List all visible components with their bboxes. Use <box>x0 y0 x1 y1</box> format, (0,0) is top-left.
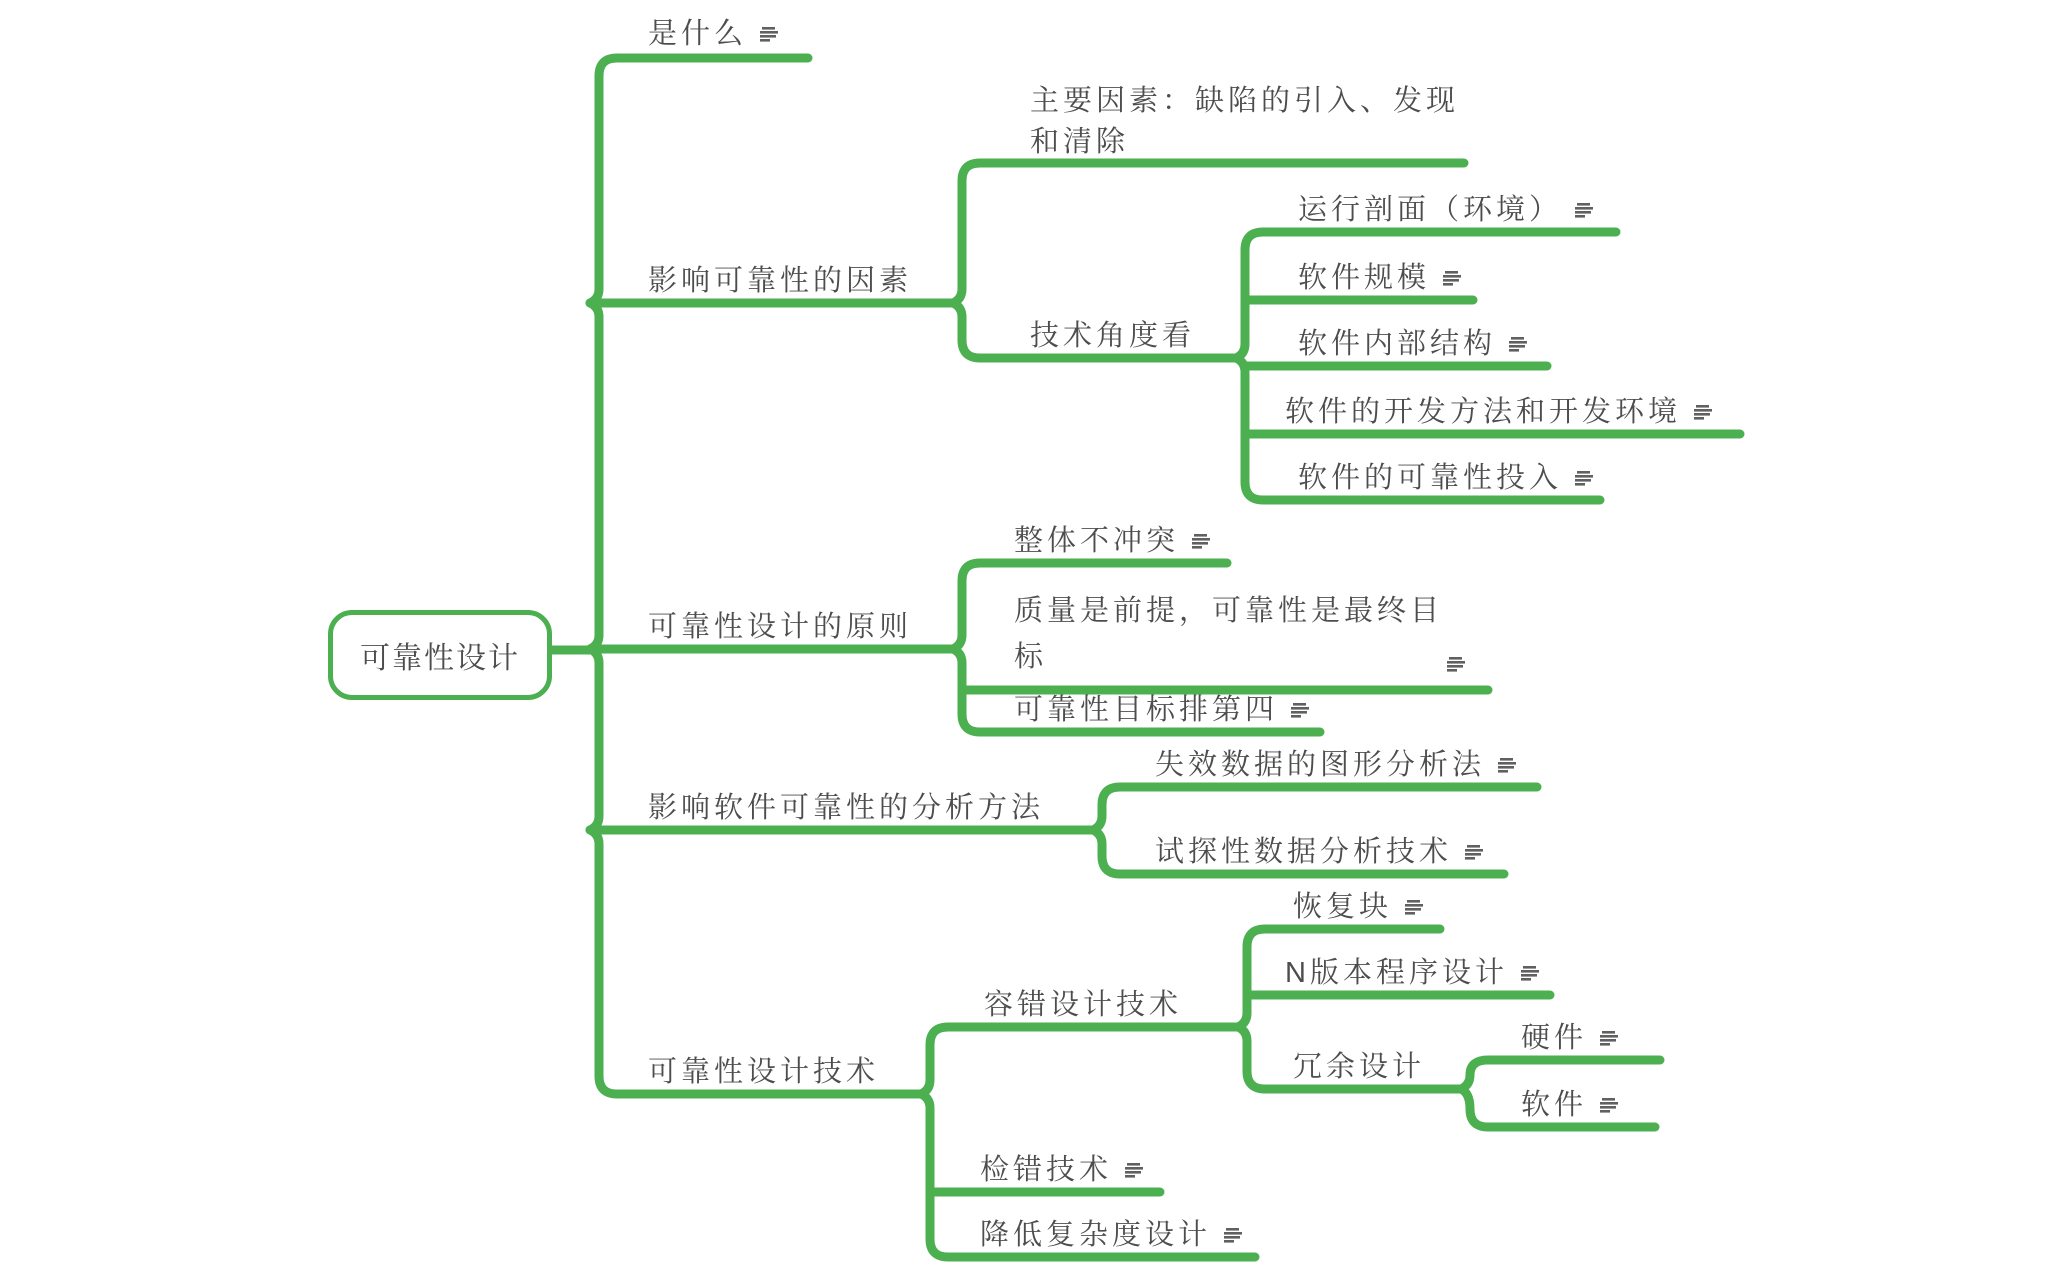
connector-main-trunk <box>590 58 921 1094</box>
topic-recovery-block-label: 恢复块 <box>1293 891 1393 923</box>
topic-no-conflict-label: 整体不冲突 <box>1014 525 1180 557</box>
note-icon[interactable] <box>1509 337 1528 352</box>
topic-sw-structure[interactable] <box>1298 327 1528 362</box>
note-icon[interactable] <box>1521 966 1540 981</box>
note-icon[interactable] <box>1575 471 1594 486</box>
topic-n-version[interactable] <box>1285 956 1540 991</box>
note-icon[interactable] <box>1498 758 1517 773</box>
topic-factors-label: 影响可靠性的因素 <box>648 265 913 297</box>
topic-sw-scale[interactable] <box>1298 261 1462 296</box>
note-icon[interactable] <box>1192 534 1211 549</box>
topic-run-profile[interactable] <box>1298 193 1594 228</box>
topic-hardware-label: 硬件 <box>1521 1022 1588 1054</box>
note-icon[interactable] <box>1694 405 1713 420</box>
topic-tech-view-label: 技术角度看 <box>1030 320 1196 352</box>
note-icon[interactable] <box>1447 657 1466 672</box>
note-icon[interactable] <box>1465 845 1484 860</box>
topic-quality-premise[interactable] <box>1014 588 1466 680</box>
topic-analysis-methods[interactable] <box>648 791 1044 826</box>
topic-run-profile-label: 运行剖面（环境） <box>1298 194 1563 226</box>
topic-quality-premise-label: 质量是前提，可靠性是最终目标 <box>1014 595 1444 673</box>
topic-error-detection[interactable] <box>980 1153 1144 1188</box>
root-topic[interactable] <box>328 610 552 700</box>
topic-complexity-reduction[interactable] <box>980 1218 1243 1253</box>
topic-goal-fourth-label: 可靠性目标排第四 <box>1014 694 1279 726</box>
topic-principles[interactable] <box>648 610 912 645</box>
topic-goal-fourth[interactable] <box>1014 693 1310 728</box>
topic-n-version-label: N版本程序设计 <box>1285 957 1508 989</box>
note-icon[interactable] <box>1600 1098 1619 1113</box>
topic-software[interactable] <box>1521 1088 1619 1123</box>
topic-main-factor-label: 主要因素：缺陷的引入、发现和清除 <box>1030 85 1460 158</box>
topic-principles-label: 可靠性设计的原则 <box>648 611 913 643</box>
root-topic-label: 可靠性设计 <box>360 642 520 675</box>
topic-redundancy[interactable] <box>1293 1050 1425 1085</box>
topic-main-factor[interactable] <box>1030 81 1470 163</box>
topic-software-label: 软件 <box>1521 1089 1588 1121</box>
topic-complexity-reduction-label: 降低复杂度设计 <box>980 1219 1212 1251</box>
note-icon[interactable] <box>1575 203 1594 218</box>
topic-design-tech[interactable] <box>648 1055 879 1090</box>
note-icon[interactable] <box>1405 900 1424 915</box>
note-icon[interactable] <box>760 27 779 42</box>
topic-exploratory-analysis-label: 试探性数据分析技术 <box>1155 836 1453 868</box>
note-icon[interactable] <box>1291 703 1310 718</box>
topic-no-conflict[interactable] <box>1014 524 1211 559</box>
note-icon[interactable] <box>1443 271 1462 286</box>
topic-what[interactable] <box>648 17 779 52</box>
topic-error-detection-label: 检错技术 <box>980 1154 1113 1186</box>
topic-design-tech-label: 可靠性设计技术 <box>648 1056 880 1088</box>
topic-recovery-block[interactable] <box>1293 890 1424 925</box>
topic-analysis-methods-label: 影响软件可靠性的分析方法 <box>648 792 1045 824</box>
note-icon[interactable] <box>1600 1031 1619 1046</box>
topic-fault-tolerant-label: 容错设计技术 <box>984 989 1183 1021</box>
topic-redundancy-label: 冗余设计 <box>1293 1051 1426 1083</box>
topic-dev-method-label: 软件的开发方法和开发环境 <box>1285 396 1682 428</box>
topic-what-label: 是什么 <box>648 18 748 50</box>
topic-hardware[interactable] <box>1521 1021 1619 1056</box>
topic-dev-method[interactable] <box>1285 395 1713 430</box>
note-icon[interactable] <box>1125 1163 1144 1178</box>
topic-sw-scale-label: 软件规模 <box>1298 262 1431 294</box>
topic-failure-data-label: 失效数据的图形分析法 <box>1155 749 1486 781</box>
topic-fault-tolerant[interactable] <box>984 988 1182 1023</box>
topic-exploratory-analysis[interactable] <box>1155 835 1484 870</box>
note-icon[interactable] <box>1224 1228 1243 1243</box>
topic-reliability-input[interactable] <box>1298 461 1594 496</box>
topic-failure-data[interactable] <box>1155 748 1517 783</box>
topic-tech-view[interactable] <box>1030 319 1195 354</box>
topic-factors[interactable] <box>648 264 912 299</box>
topic-sw-structure-label: 软件内部结构 <box>1298 328 1497 360</box>
topic-reliability-input-label: 软件的可靠性投入 <box>1298 462 1563 494</box>
